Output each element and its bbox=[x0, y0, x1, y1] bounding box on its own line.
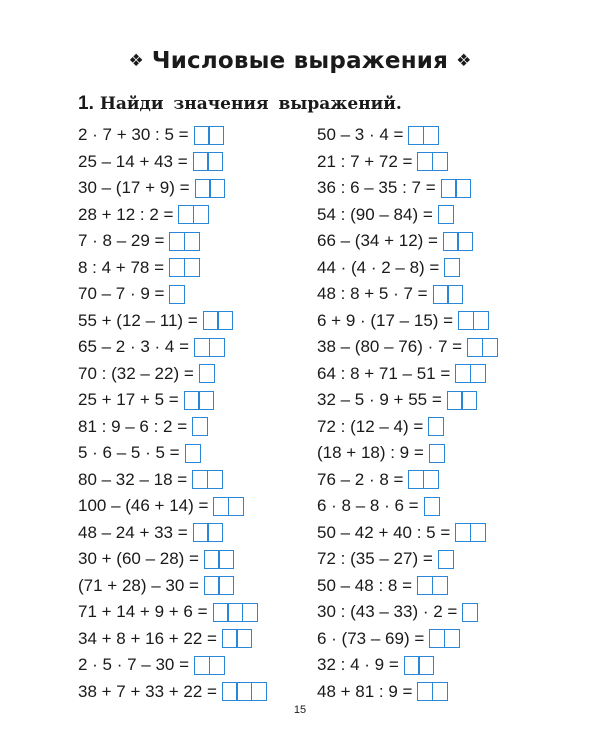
expression-text: 21 : 7 + 72 = bbox=[317, 151, 413, 171]
expression-row bbox=[317, 493, 498, 520]
answer-boxes[interactable] bbox=[203, 311, 234, 330]
answer-cell[interactable] bbox=[218, 576, 234, 595]
task-text: Найди значения выражений. bbox=[99, 94, 402, 114]
diamond-ornament-icon: ❖ bbox=[128, 51, 144, 71]
answer-boxes[interactable] bbox=[195, 179, 226, 198]
answer-cell[interactable] bbox=[199, 364, 215, 383]
expression-row bbox=[317, 414, 498, 441]
answer-boxes[interactable] bbox=[178, 205, 209, 224]
expression-text: 66 – (34 + 12) = bbox=[317, 231, 438, 251]
answer-cell[interactable] bbox=[473, 311, 489, 330]
expression-text: (18 + 18) : 9 = bbox=[317, 443, 424, 463]
expression-text: 70 – 7 · 9 = bbox=[78, 284, 165, 304]
answer-cell[interactable] bbox=[432, 576, 448, 595]
answer-boxes[interactable] bbox=[417, 682, 448, 701]
answer-boxes[interactable] bbox=[455, 364, 486, 383]
answer-cell[interactable] bbox=[424, 497, 440, 516]
answer-cell[interactable] bbox=[242, 603, 258, 622]
answer-cell[interactable] bbox=[217, 311, 233, 330]
task-number: 1. bbox=[78, 93, 94, 114]
expression-text: 48 – 24 + 33 = bbox=[78, 522, 188, 542]
expression-text: 55 + (12 – 11) = bbox=[78, 310, 198, 330]
answer-cell[interactable] bbox=[192, 417, 208, 436]
expression-row bbox=[317, 546, 498, 573]
answer-boxes[interactable] bbox=[194, 656, 225, 675]
expression-text: 32 : 4 · 9 = bbox=[317, 655, 399, 675]
expression-text: 32 – 5 · 9 + 55 = bbox=[317, 390, 442, 410]
answer-boxes[interactable] bbox=[462, 603, 478, 622]
expression-text: 8 : 4 + 78 = bbox=[78, 257, 165, 277]
expression-text: 72 : (12 – 4) = bbox=[317, 416, 424, 436]
expression-text: 6 + 9 · (17 – 15) = bbox=[317, 310, 454, 330]
expression-row bbox=[78, 334, 267, 361]
answer-boxes[interactable] bbox=[204, 550, 235, 569]
expression-row bbox=[78, 440, 267, 467]
expression-row bbox=[78, 520, 267, 547]
expression-row bbox=[317, 175, 498, 202]
answer-cell[interactable] bbox=[236, 629, 252, 648]
answer-cell[interactable] bbox=[198, 391, 214, 410]
expression-text: 30 – (17 + 9) = bbox=[78, 178, 190, 198]
expression-text: 2 · 5 · 7 – 30 = bbox=[78, 655, 190, 675]
answer-boxes[interactable] bbox=[467, 338, 498, 357]
expression-row bbox=[317, 679, 498, 706]
answer-cell[interactable] bbox=[169, 285, 185, 304]
expression-row bbox=[317, 202, 498, 229]
answer-boxes[interactable] bbox=[458, 311, 489, 330]
expression-text: 71 + 14 + 9 + 6 = bbox=[78, 602, 208, 622]
answer-cell[interactable] bbox=[207, 523, 223, 542]
answer-cell[interactable] bbox=[438, 550, 454, 569]
expression-text: 65 – 2 · 3 · 4 = bbox=[78, 337, 190, 357]
answer-cell[interactable] bbox=[418, 656, 434, 675]
expression-row bbox=[317, 652, 498, 679]
answer-boxes[interactable] bbox=[443, 232, 474, 251]
answer-cell[interactable] bbox=[444, 258, 460, 277]
answer-boxes[interactable] bbox=[424, 497, 440, 516]
answer-cell[interactable] bbox=[207, 152, 223, 171]
expression-text: 25 + 17 + 5 = bbox=[78, 390, 179, 410]
expression-text: 34 + 8 + 16 + 22 = bbox=[78, 628, 217, 648]
expression-text: 36 : 6 – 35 : 7 = bbox=[317, 178, 436, 198]
expression-row bbox=[317, 308, 498, 335]
answer-boxes[interactable] bbox=[433, 285, 464, 304]
left-column bbox=[78, 122, 267, 705]
expression-row bbox=[78, 149, 267, 176]
expression-text: 30 : (43 – 33) · 2 = bbox=[317, 602, 458, 622]
expression-text: 81 : 9 – 6 : 2 = bbox=[78, 416, 188, 436]
answer-cell[interactable] bbox=[209, 656, 225, 675]
answer-boxes[interactable] bbox=[455, 523, 486, 542]
answer-cell[interactable] bbox=[432, 682, 448, 701]
expression-row bbox=[78, 626, 267, 653]
expression-row bbox=[317, 573, 498, 600]
expression-row bbox=[78, 387, 267, 414]
answer-boxes[interactable] bbox=[222, 629, 253, 648]
expression-row bbox=[78, 652, 267, 679]
answer-boxes[interactable] bbox=[169, 285, 185, 304]
answer-boxes[interactable] bbox=[438, 550, 454, 569]
expression-row bbox=[78, 467, 267, 494]
answer-cell[interactable] bbox=[208, 126, 224, 145]
answer-boxes[interactable] bbox=[428, 417, 444, 436]
answer-cell[interactable] bbox=[429, 444, 445, 463]
answer-cell[interactable] bbox=[432, 152, 448, 171]
expression-row bbox=[317, 520, 498, 547]
expression-text: 7 · 8 – 29 = bbox=[78, 231, 165, 251]
expression-row bbox=[317, 361, 498, 388]
answer-boxes[interactable] bbox=[169, 258, 200, 277]
expression-row bbox=[317, 281, 498, 308]
answer-cell[interactable] bbox=[193, 205, 209, 224]
expression-text: 50 – 3 · 4 = bbox=[317, 125, 404, 145]
expression-row bbox=[317, 334, 498, 361]
expression-text: 28 + 12 : 2 = bbox=[78, 204, 174, 224]
expression-text: 30 + (60 – 28) = bbox=[78, 549, 199, 569]
answer-boxes[interactable] bbox=[408, 470, 439, 489]
answer-cell[interactable] bbox=[218, 550, 234, 569]
expression-row bbox=[78, 573, 267, 600]
answer-cell[interactable] bbox=[228, 497, 244, 516]
expression-text: 48 + 81 : 9 = bbox=[317, 681, 413, 701]
answer-cell[interactable] bbox=[184, 232, 200, 251]
answer-boxes[interactable] bbox=[192, 417, 208, 436]
answer-cell[interactable] bbox=[447, 285, 463, 304]
answer-boxes[interactable] bbox=[213, 603, 258, 622]
answer-cell[interactable] bbox=[482, 338, 498, 357]
answer-boxes[interactable] bbox=[417, 152, 448, 171]
answer-boxes[interactable] bbox=[438, 205, 454, 224]
expression-row bbox=[78, 228, 267, 255]
answer-boxes[interactable] bbox=[404, 656, 435, 675]
answer-cell[interactable] bbox=[457, 232, 473, 251]
answer-boxes[interactable] bbox=[213, 497, 244, 516]
answer-boxes[interactable] bbox=[192, 470, 223, 489]
answer-cell[interactable] bbox=[470, 523, 486, 542]
answer-cell[interactable] bbox=[423, 126, 439, 145]
answer-boxes[interactable] bbox=[199, 364, 215, 383]
expression-text: 2 · 7 + 30 : 5 = bbox=[78, 125, 189, 145]
expression-text: (71 + 28) – 30 = bbox=[78, 575, 199, 595]
expression-text: 70 : (32 – 22) = bbox=[78, 363, 194, 383]
expression-text: 50 – 42 + 40 : 5 = bbox=[317, 522, 451, 542]
answer-boxes[interactable] bbox=[194, 338, 225, 357]
expression-row bbox=[78, 546, 267, 573]
expression-row bbox=[78, 255, 267, 282]
expression-text: 38 – (80 – 76) · 7 = bbox=[317, 337, 463, 357]
answer-cell[interactable] bbox=[184, 258, 200, 277]
expression-row bbox=[317, 599, 498, 626]
right-column bbox=[317, 122, 498, 705]
answer-boxes[interactable] bbox=[429, 629, 460, 648]
expression-row bbox=[78, 281, 267, 308]
answer-boxes[interactable] bbox=[204, 576, 235, 595]
title-text: Числовые выражения bbox=[151, 48, 449, 74]
expression-row bbox=[78, 308, 267, 335]
expression-row bbox=[317, 228, 498, 255]
expression-text: 50 – 48 : 8 = bbox=[317, 575, 412, 595]
expression-row bbox=[317, 122, 498, 149]
answer-boxes[interactable] bbox=[429, 444, 445, 463]
expression-row bbox=[78, 175, 267, 202]
page-title bbox=[0, 48, 600, 74]
expression-row bbox=[317, 467, 498, 494]
answer-boxes[interactable] bbox=[193, 523, 224, 542]
expression-row bbox=[317, 387, 498, 414]
answer-cell[interactable] bbox=[423, 470, 439, 489]
expression-text: 54 : (90 – 84) = bbox=[317, 204, 433, 224]
answer-cell[interactable] bbox=[428, 417, 444, 436]
answer-cell[interactable] bbox=[470, 364, 486, 383]
answer-boxes[interactable] bbox=[444, 258, 460, 277]
expression-row bbox=[78, 202, 267, 229]
answer-cell[interactable] bbox=[185, 444, 201, 463]
answer-cell[interactable] bbox=[207, 470, 223, 489]
expression-row bbox=[78, 361, 267, 388]
answer-boxes[interactable] bbox=[194, 126, 225, 145]
expression-row bbox=[78, 122, 267, 149]
expression-text: 44 · (4 · 2 – 8) = bbox=[317, 257, 440, 277]
answer-cell[interactable] bbox=[462, 603, 478, 622]
answer-cell[interactable] bbox=[455, 179, 471, 198]
expression-row bbox=[78, 599, 267, 626]
expression-text: 76 – 2 · 8 = bbox=[317, 469, 404, 489]
answer-cell[interactable] bbox=[209, 179, 225, 198]
answer-boxes[interactable] bbox=[184, 391, 215, 410]
answer-boxes[interactable] bbox=[222, 682, 267, 701]
expression-text: 100 – (46 + 14) = bbox=[78, 496, 209, 516]
answer-cell[interactable] bbox=[209, 338, 225, 357]
answer-boxes[interactable] bbox=[408, 126, 439, 145]
expression-text: 38 + 7 + 33 + 22 = bbox=[78, 681, 217, 701]
expression-row bbox=[78, 414, 267, 441]
answer-cell[interactable] bbox=[438, 205, 454, 224]
expression-row bbox=[78, 679, 267, 706]
expression-row bbox=[317, 255, 498, 282]
page-number: 15 bbox=[293, 704, 307, 716]
expression-row bbox=[317, 149, 498, 176]
expression-text: 6 · 8 – 8 · 6 = bbox=[317, 496, 419, 516]
answer-boxes[interactable] bbox=[441, 179, 472, 198]
expression-text: 48 : 8 + 5 · 7 = bbox=[317, 284, 428, 304]
diamond-ornament-icon: ❖ bbox=[456, 51, 472, 71]
expression-text: 64 : 8 + 71 – 51 = bbox=[317, 363, 451, 383]
answer-boxes[interactable] bbox=[417, 576, 448, 595]
answer-boxes[interactable] bbox=[185, 444, 201, 463]
expression-text: 25 – 14 + 43 = bbox=[78, 151, 188, 171]
expression-text: 6 · (73 – 69) = bbox=[317, 628, 425, 648]
expression-row bbox=[317, 440, 498, 467]
expression-row bbox=[317, 626, 498, 653]
expression-text: 80 – 32 – 18 = bbox=[78, 469, 188, 489]
expression-text: 72 : (35 – 27) = bbox=[317, 549, 433, 569]
answer-cell[interactable] bbox=[251, 682, 267, 701]
answer-boxes[interactable] bbox=[447, 391, 478, 410]
answer-cell[interactable] bbox=[444, 629, 460, 648]
answer-cell[interactable] bbox=[461, 391, 477, 410]
answer-boxes[interactable] bbox=[193, 152, 224, 171]
answer-boxes[interactable] bbox=[169, 232, 200, 251]
expression-text: 5 · 6 – 5 · 5 = bbox=[78, 443, 180, 463]
expression-row bbox=[78, 493, 267, 520]
task-heading bbox=[78, 93, 402, 115]
